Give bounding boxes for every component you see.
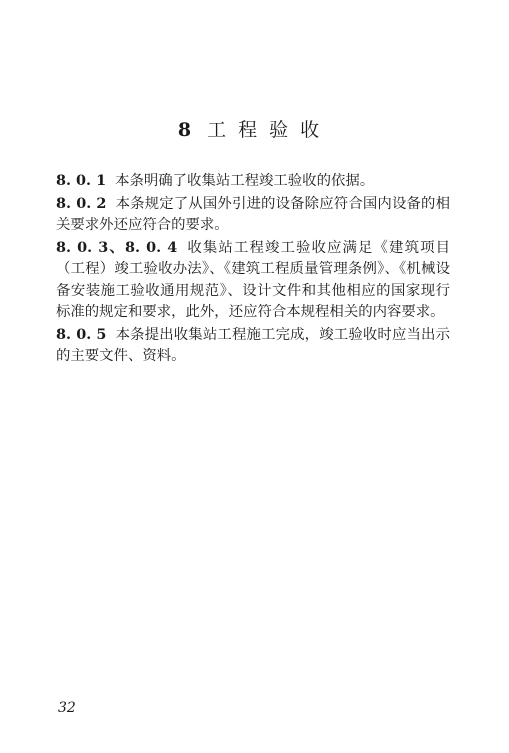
clause-8-0-1 xyxy=(56,170,450,193)
clause-number: 8. 0. 3、8. 0. 4 xyxy=(56,238,178,256)
clause-text: 收集站工程竣工验收应满足《建筑项目（工程）竣工验收办法》、《建筑工程质量管理条例》、《机械设备安装施工验收通用规范》、设计文件和其他相应的国家现行标准的规定和要求，此外，还应符合本规程相关的内容要求。 xyxy=(56,239,450,320)
clause-number: 8. 0. 1 xyxy=(56,172,107,189)
clauses-body xyxy=(56,170,450,368)
page-number: 32 xyxy=(58,700,76,716)
chapter-title: 工程验收 xyxy=(207,119,332,141)
clause-text: 本条明确了收集站工程竣工验收的依据。 xyxy=(115,173,375,189)
clause-8-0-3-4 xyxy=(56,237,450,324)
chapter-number: 8 xyxy=(177,119,192,141)
clause-text: 本条规定了从国外引进的设备除应符合国内设备的相关要求外还应符合的要求。 xyxy=(56,195,450,233)
clause-8-0-5 xyxy=(56,324,450,368)
clause-number: 8. 0. 2 xyxy=(56,194,107,212)
clause-text: 本条提出收集站工程施工完成，竣工验收时应当出示的主要文件、资料。 xyxy=(56,326,450,364)
clause-number: 8. 0. 5 xyxy=(56,325,107,343)
chapter-heading xyxy=(0,115,509,142)
clause-8-0-2 xyxy=(56,193,450,237)
